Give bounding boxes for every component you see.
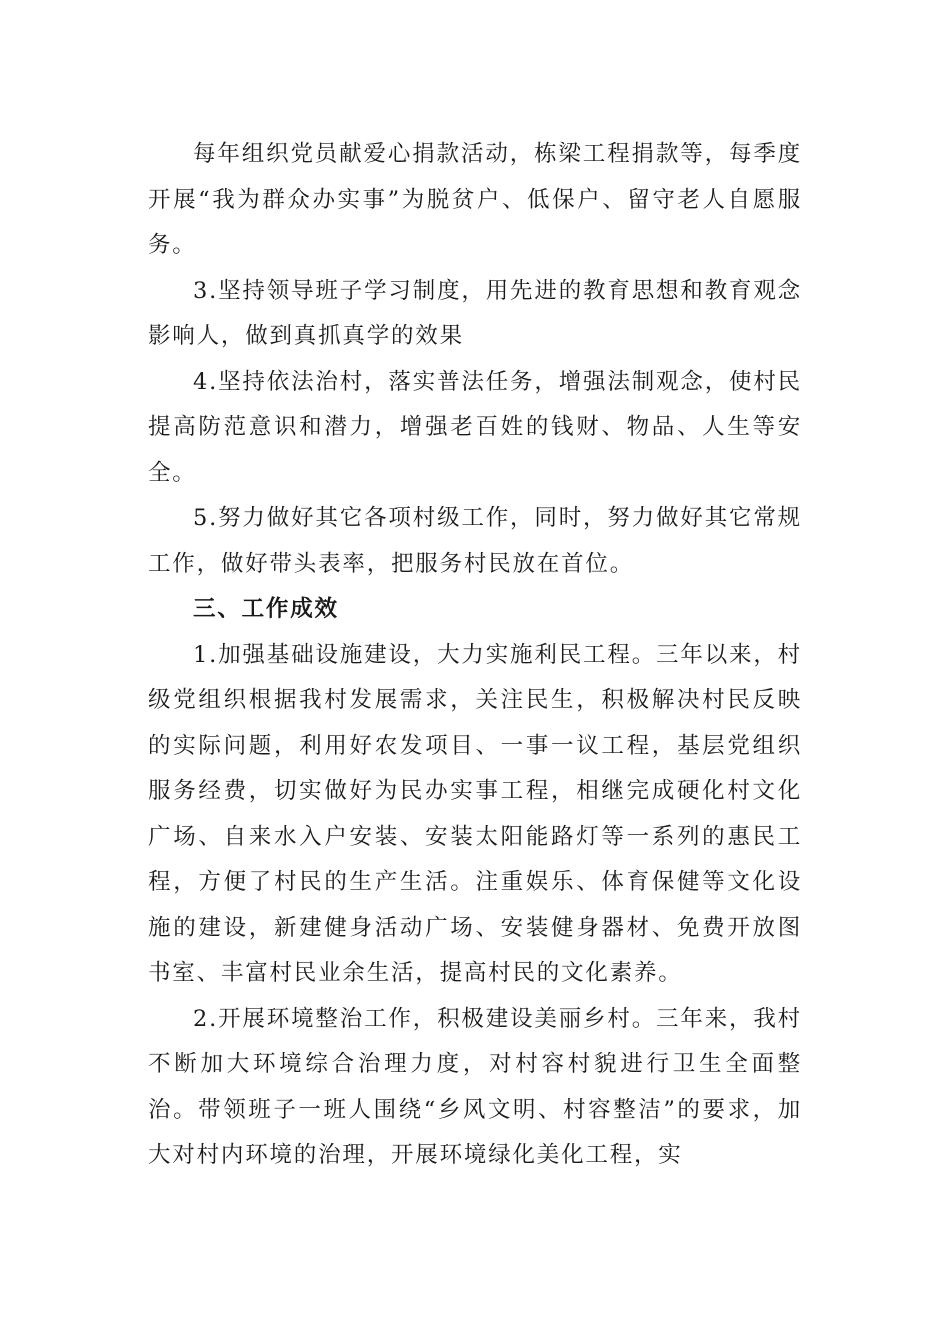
- paragraph-item-4: 4.坚持依法治村，落实普法任务，增强法制观念，使村民提高防范意识和潜力，增强老百姓的钱财、物品、人生等安全。: [148, 368, 802, 486]
- document-page: [148, 132, 802, 1179]
- paragraph-item-3: 3.坚持领导班子学习制度，用先进的教育思想和教育观念影响人，做到真抓真学的效果: [148, 277, 802, 349]
- paragraph-donation-activities: 每年组织党员献爱心捐款活动，栋梁工程捐款等，每季度开展“我为群众办实事”为脱贫户、低保户、留守老人自愿服务。: [148, 141, 802, 258]
- paragraph-item-5: 5.努力做好其它各项村级工作，同时，努力做好其它常规工作，做好带头表率，把服务村民放在首位。: [148, 505, 802, 577]
- paragraph-results-1: 1.加强基础设施建设，大力实施利民工程。三年以来，村级党组织根据我村发展需求，关注民生，积极解决村民反映的实际问题，利用好农发项目、一事一议工程，基层党组织服务经费，切实做好为民办实事工程，相继完成硬化村文化广场、自来水入户安装、安装太阳能路灯等一系列的惠民工程，方便了村民的生产生活。注重娱乐、体育保健等文化设施的建设，新建健身活动广场、安装健身器材、免费开放图书室、丰富村民业余生活，提高村民的文化素养。: [148, 641, 802, 986]
- section-heading: 三、工作成效: [193, 596, 339, 622]
- paragraph-results-2: 2.开展环境整治工作，积极建设美丽乡村。三年来，我村不断加大环境综合治理力度，对村容村貌进行卫生全面整治。带领班子一班人围绕“乡风文明、村容整洁”的要求，加大对村内环境的治理，开展环境绿化美化工程，实: [148, 1005, 802, 1168]
